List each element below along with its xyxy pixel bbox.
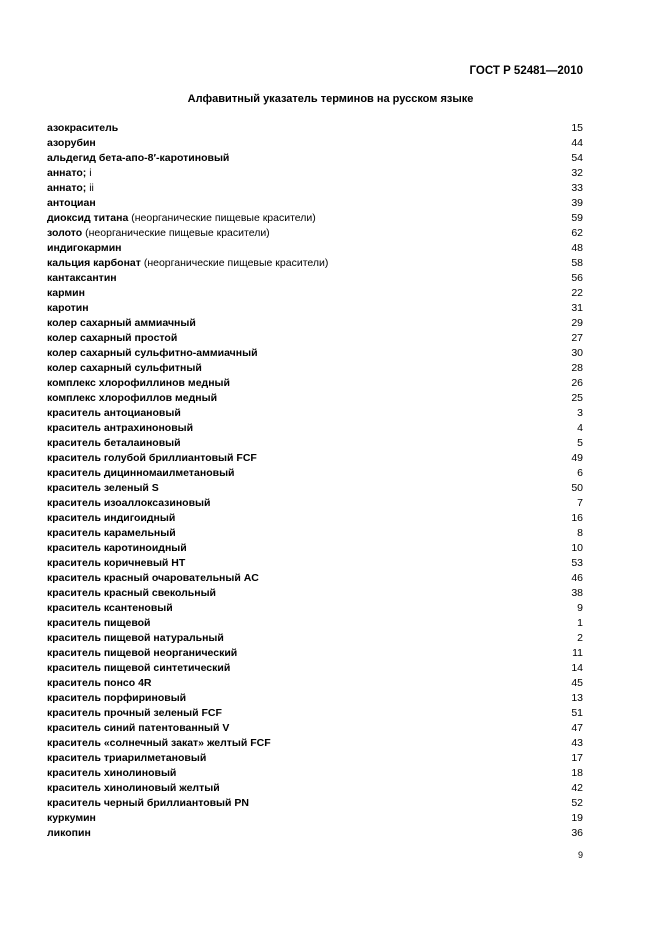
entry-page: 4 <box>577 422 583 434</box>
entry-text <box>47 376 230 391</box>
entry-term: аннато; <box>47 182 87 194</box>
entry-text <box>47 121 118 136</box>
index-entry <box>47 661 583 676</box>
entry-term: краситель черный бриллиантовый PN <box>47 797 249 809</box>
index-entry <box>47 196 583 211</box>
index-entry <box>47 346 583 361</box>
entry-term: краситель «солнечный закат» желтый FCF <box>47 737 271 749</box>
entry-term: колер сахарный сульфитно-аммиачный <box>47 347 258 359</box>
entry-term: азорубин <box>47 137 96 149</box>
entry-page: 53 <box>571 557 583 569</box>
index-entry <box>47 451 583 466</box>
entry-page: 7 <box>577 497 583 509</box>
entry-term: краситель понсо 4R <box>47 677 152 689</box>
entry-text <box>47 736 271 751</box>
index-entry <box>47 121 583 136</box>
entry-text <box>47 556 185 571</box>
entry-page: 47 <box>571 722 583 734</box>
index-entry <box>47 616 583 631</box>
entry-text <box>47 496 210 511</box>
entry-text <box>47 301 89 316</box>
entry-page: 54 <box>571 152 583 164</box>
index-entry <box>47 766 583 781</box>
entry-text <box>47 451 257 466</box>
entry-text <box>47 631 224 646</box>
entry-text <box>47 226 270 241</box>
entry-term: колер сахарный аммиачный <box>47 317 196 329</box>
index-entry <box>47 676 583 691</box>
entry-term: краситель пищевой <box>47 617 151 629</box>
entry-page: 28 <box>571 362 583 374</box>
entry-text <box>47 286 85 301</box>
entry-page: 33 <box>571 182 583 194</box>
entry-text <box>47 481 159 496</box>
entry-text <box>47 271 117 286</box>
index-entry <box>47 331 583 346</box>
entry-page: 39 <box>571 197 583 209</box>
entry-text <box>47 781 220 796</box>
entry-text <box>47 136 96 151</box>
entry-text <box>47 826 91 841</box>
entry-term: краситель антоциановый <box>47 407 181 419</box>
index-entry <box>47 781 583 796</box>
entry-term: краситель триарилметановый <box>47 752 207 764</box>
index-entry <box>47 151 583 166</box>
entry-page: 36 <box>571 827 583 839</box>
entry-text <box>47 571 259 586</box>
entry-page: 26 <box>571 377 583 389</box>
index-entry <box>47 556 583 571</box>
entry-text <box>47 616 151 631</box>
entry-note: (неорганические пищевые красители) <box>140 257 329 269</box>
entry-term: антоциан <box>47 197 96 209</box>
index-entry <box>47 571 583 586</box>
index-entry <box>47 511 583 526</box>
entry-page: 17 <box>571 752 583 764</box>
index-entry <box>47 181 583 196</box>
entry-term: золото <box>47 227 83 239</box>
entry-page: 1 <box>577 617 583 629</box>
entry-text <box>47 676 152 691</box>
entry-term: диоксид титана <box>47 212 129 224</box>
index-entry <box>47 166 583 181</box>
entry-page: 25 <box>571 392 583 404</box>
entry-text <box>47 721 229 736</box>
entry-page: 22 <box>571 287 583 299</box>
entry-term: индигокармин <box>47 242 122 254</box>
index-entry <box>47 481 583 496</box>
entry-page: 48 <box>571 242 583 254</box>
entry-term: краситель беталаиновый <box>47 437 181 449</box>
index-entry <box>47 631 583 646</box>
entry-note: i <box>86 167 92 179</box>
index-entry <box>47 496 583 511</box>
entry-page: 2 <box>577 632 583 644</box>
entry-text <box>47 331 177 346</box>
entry-page: 59 <box>571 212 583 224</box>
entry-text <box>47 346 258 361</box>
entry-text <box>47 586 216 601</box>
entry-text <box>47 151 229 166</box>
entry-term: комплекс хлорофиллов медный <box>47 392 218 404</box>
index-entry <box>47 796 583 811</box>
standard-designation: ГОСТ Р 52481—2010 <box>469 65 583 77</box>
index-entry <box>47 586 583 601</box>
entry-text <box>47 466 235 481</box>
entry-term: краситель красный свекольный <box>47 587 217 599</box>
index-entry <box>47 736 583 751</box>
entry-text <box>47 541 187 556</box>
entry-term: краситель индигоидный <box>47 512 176 524</box>
entry-text <box>47 241 122 256</box>
entry-text <box>47 211 316 226</box>
entry-text <box>47 601 173 616</box>
index-entry <box>47 241 583 256</box>
entry-page: 5 <box>577 437 583 449</box>
entry-page: 10 <box>571 542 583 554</box>
entry-text <box>47 691 186 706</box>
entry-text <box>47 766 176 781</box>
entry-page: 31 <box>571 302 583 314</box>
index-entry <box>47 271 583 286</box>
index-entry <box>47 721 583 736</box>
entry-term: куркумин <box>47 812 96 824</box>
entry-text <box>47 256 328 271</box>
entry-term: краситель зеленый S <box>47 482 159 494</box>
entry-note: (неорганические пищевые красители) <box>128 212 316 224</box>
entry-text <box>47 406 181 421</box>
index-entry <box>47 421 583 436</box>
entry-term: кантаксантин <box>47 272 117 284</box>
entry-page: 11 <box>572 647 583 659</box>
entry-page: 27 <box>571 332 583 344</box>
entry-page: 18 <box>571 767 583 779</box>
index-entry <box>47 361 583 376</box>
entry-text <box>47 706 222 721</box>
index-entry <box>47 826 583 841</box>
entry-page: 13 <box>571 692 583 704</box>
entry-page: 43 <box>571 737 583 749</box>
index-entry <box>47 646 583 661</box>
index-entry <box>47 706 583 721</box>
entry-text <box>47 166 92 181</box>
entry-page: 32 <box>571 167 583 179</box>
entry-text <box>47 661 230 676</box>
entry-text <box>47 811 96 826</box>
entry-page: 19 <box>571 812 583 824</box>
entry-page: 52 <box>571 797 583 809</box>
entry-term: краситель красный очаровательный AC <box>47 572 259 584</box>
index-entry <box>47 436 583 451</box>
entry-term: азокраситель <box>47 122 119 134</box>
entry-page: 14 <box>571 662 583 674</box>
entry-term: краситель хинолиновый желтый <box>47 782 220 794</box>
index-entry <box>47 301 583 316</box>
entry-term: краситель пищевой натуральный <box>47 632 224 644</box>
entry-term: комплекс хлорофиллинов медный <box>47 377 230 389</box>
entry-text <box>47 436 181 451</box>
entry-page: 56 <box>571 272 583 284</box>
entry-text <box>47 421 193 436</box>
entry-term: краситель антрахиноновый <box>47 422 194 434</box>
entry-text <box>47 391 217 406</box>
index-entry <box>47 526 583 541</box>
index-entry <box>47 391 583 406</box>
entry-term: колер сахарный простой <box>47 332 178 344</box>
index-entry <box>47 751 583 766</box>
entry-page: 8 <box>577 527 583 539</box>
index-entry <box>47 811 583 826</box>
entry-page: 15 <box>571 122 583 134</box>
entry-page: 30 <box>571 347 583 359</box>
entry-page: 9 <box>577 602 583 614</box>
index-entry <box>47 541 583 556</box>
entry-page: 6 <box>577 467 583 479</box>
index-entry <box>47 466 583 481</box>
entry-note: ii <box>86 182 94 194</box>
index-entry <box>47 211 583 226</box>
entry-text <box>47 511 175 526</box>
entry-page: 3 <box>577 407 583 419</box>
entry-text <box>47 751 206 766</box>
entry-term: аннато; <box>47 167 87 179</box>
entry-page: 38 <box>571 587 583 599</box>
index-entry <box>47 226 583 241</box>
entry-term: краситель изоаллоксазиновый <box>47 497 211 509</box>
entry-term: ликопин <box>47 827 91 839</box>
entry-term: краситель прочный зеленый FCF <box>47 707 222 719</box>
entry-page: 16 <box>571 512 583 524</box>
entry-term: краситель синий патентованный V <box>47 722 230 734</box>
index-entry <box>47 691 583 706</box>
entry-page: 45 <box>571 677 583 689</box>
index-entry <box>47 256 583 271</box>
page-number: 9 <box>577 850 583 860</box>
index-entry <box>47 316 583 331</box>
entry-term: альдегид бета-апо-8′-каротиновый <box>47 152 230 164</box>
entry-term: краситель голубой бриллиантовый FCF <box>47 452 257 464</box>
entry-text <box>47 361 202 376</box>
entry-term: краситель ксантеновый <box>47 602 173 614</box>
index-entry <box>47 136 583 151</box>
entry-page: 51 <box>571 707 583 719</box>
entry-term: краситель каротиноидный <box>47 542 187 554</box>
entry-term: краситель порфириновый <box>47 692 187 704</box>
entry-page: 58 <box>571 257 583 269</box>
entry-page: 46 <box>571 572 583 584</box>
entry-term: краситель хинолиновый <box>47 767 177 779</box>
entry-page: 29 <box>571 317 583 329</box>
entry-term: краситель дицинномаилметановый <box>47 467 235 479</box>
entry-text <box>47 796 249 811</box>
index-entry <box>47 286 583 301</box>
entry-page: 50 <box>571 482 583 494</box>
entry-note: (неорганические пищевые красители) <box>82 227 270 239</box>
entry-page: 44 <box>571 137 583 149</box>
entry-text <box>47 316 196 331</box>
entry-term: кармин <box>47 287 85 299</box>
index-title: Алфавитный указатель терминов на русском языке <box>187 93 474 105</box>
entry-text <box>47 526 176 541</box>
index-entry <box>47 601 583 616</box>
entry-text <box>47 196 96 211</box>
entry-term: краситель карамельный <box>47 527 176 539</box>
entry-term: краситель коричневый HT <box>47 557 186 569</box>
entry-text <box>47 181 94 196</box>
entry-page: 49 <box>571 452 583 464</box>
entry-term: краситель пищевой неорганический <box>47 647 238 659</box>
entry-text <box>47 646 237 661</box>
entry-term: каротин <box>47 302 89 314</box>
entry-term: краситель пищевой синтетический <box>47 662 231 674</box>
entry-page: 42 <box>571 782 583 794</box>
index-entry <box>47 406 583 421</box>
entry-term: кальция карбонат <box>47 257 141 269</box>
index-entry <box>47 376 583 391</box>
term-index-list <box>47 121 583 841</box>
entry-term: колер сахарный сульфитный <box>47 362 202 374</box>
entry-page: 62 <box>571 227 583 239</box>
